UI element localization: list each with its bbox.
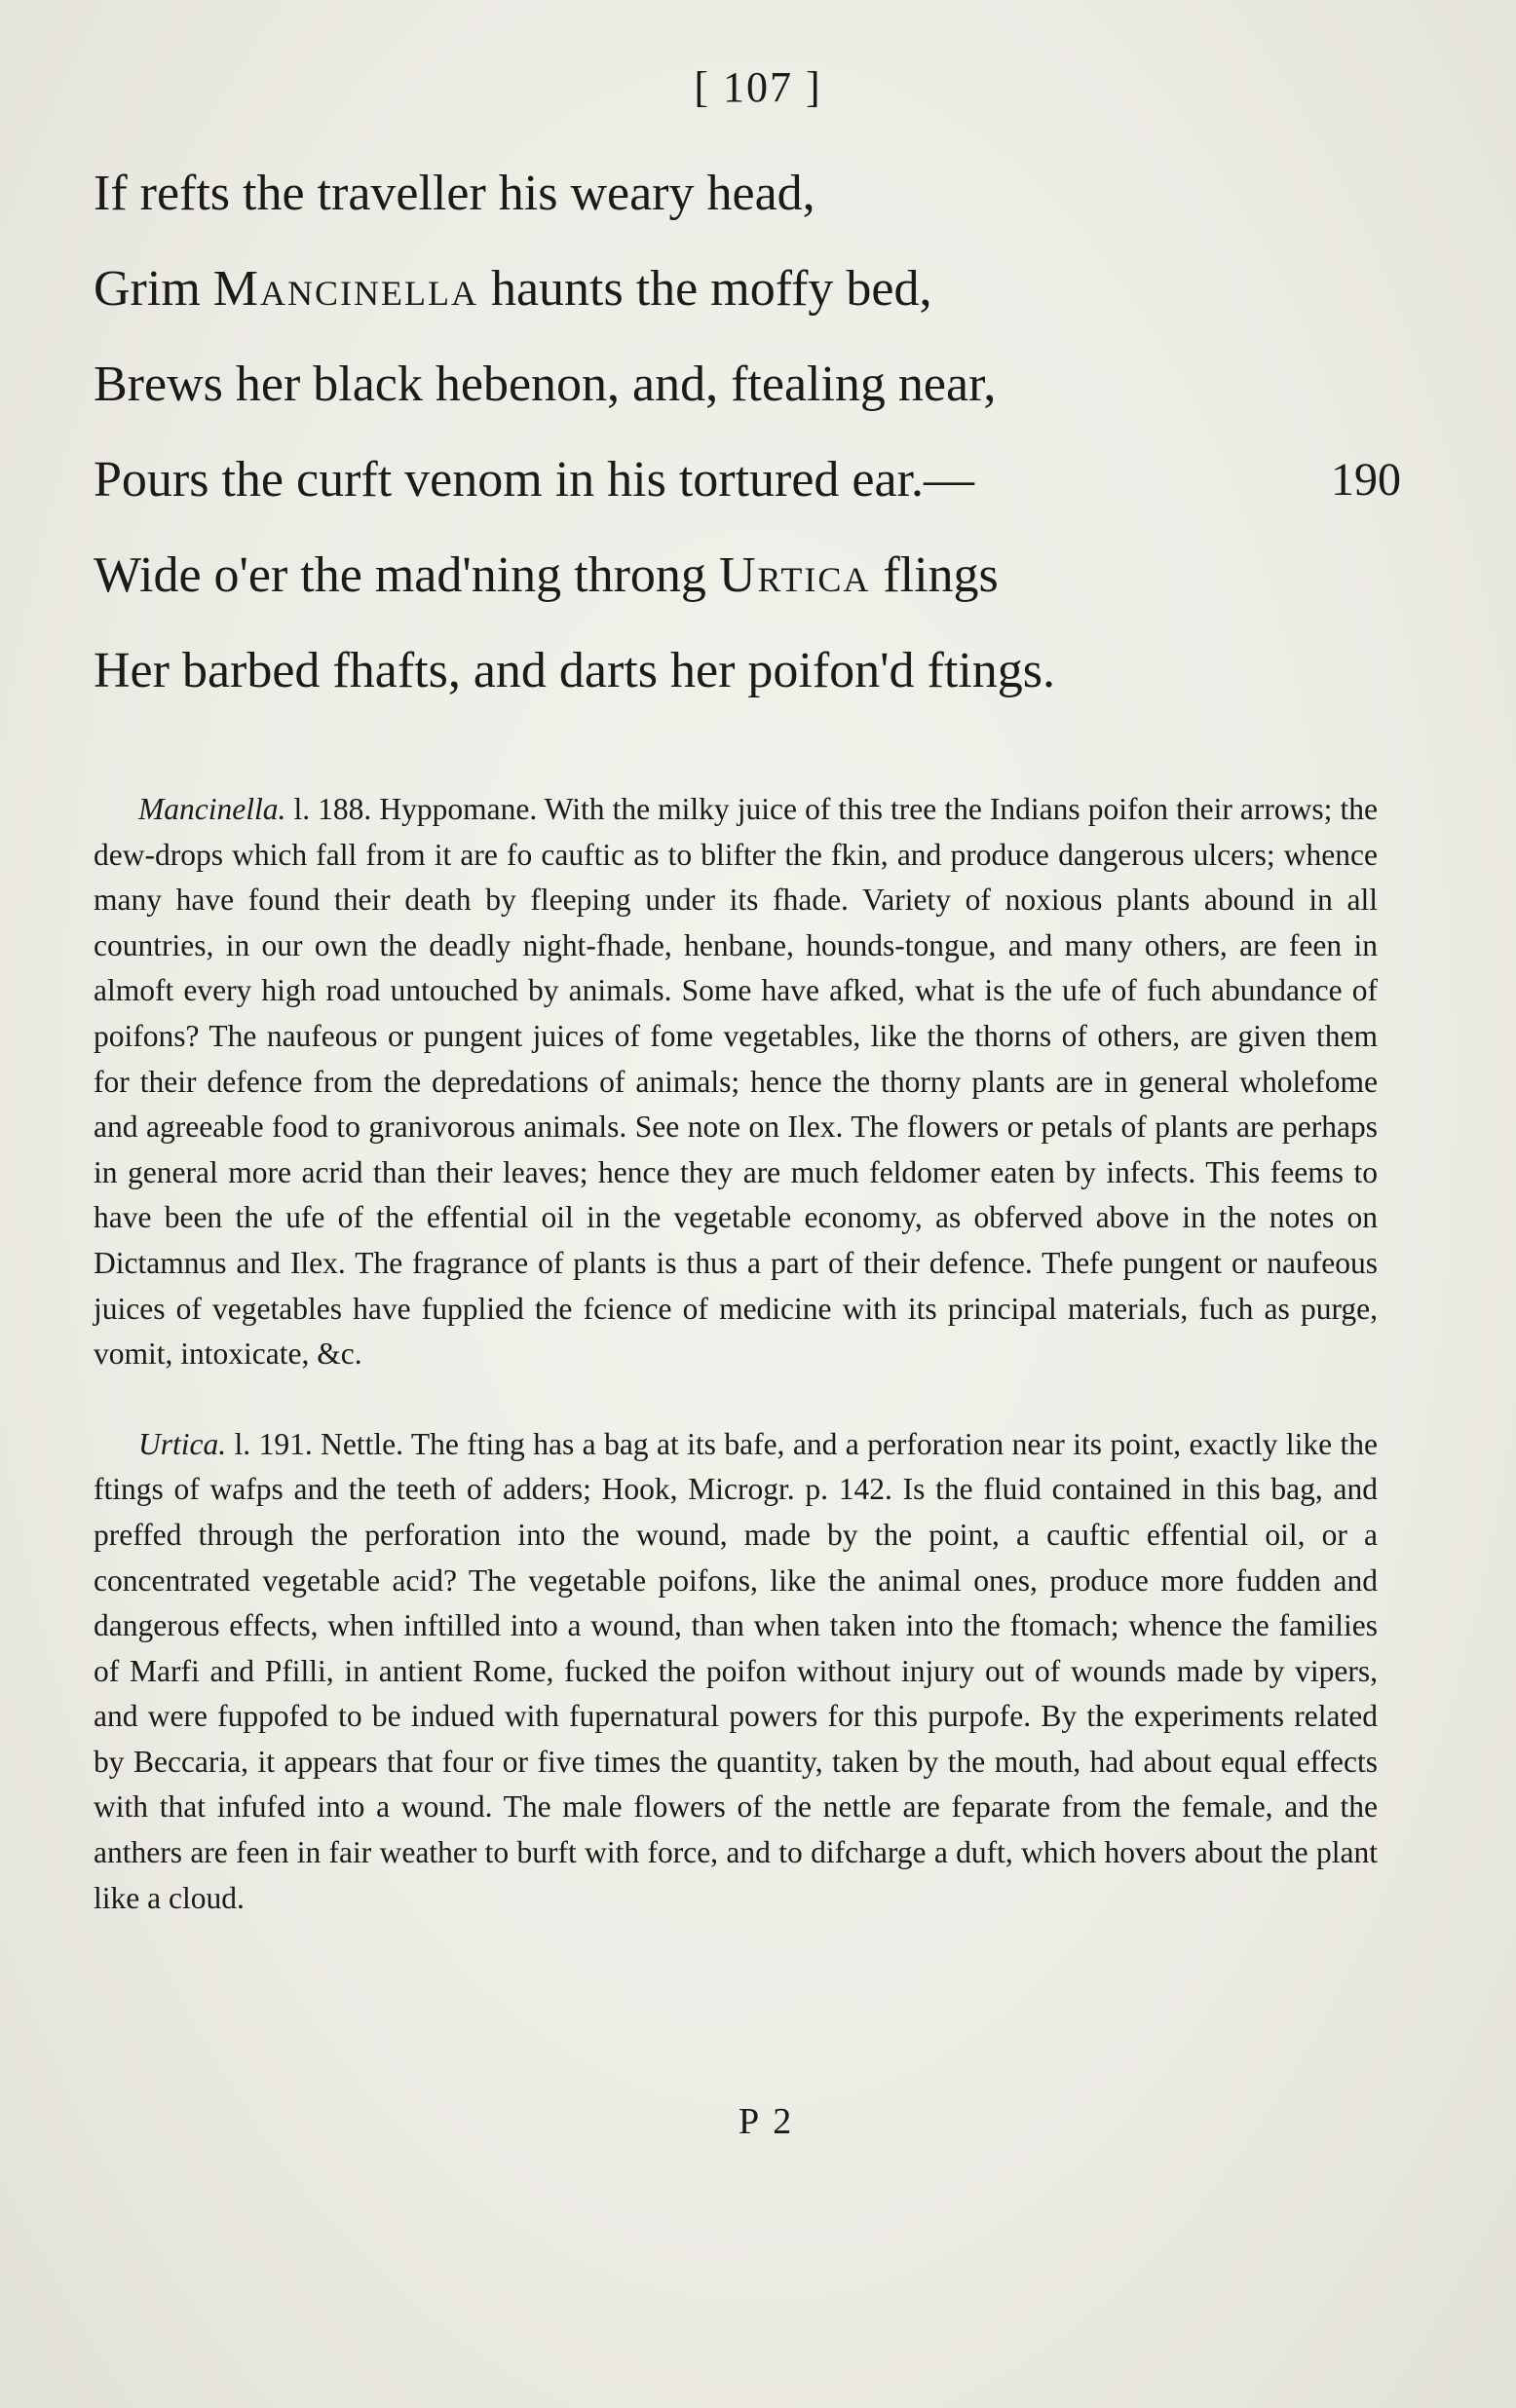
poem-line: Brews her black hebenon, and, ftealing near, (94, 357, 997, 412)
poem-line: If refts the traveller his weary head, (94, 166, 815, 221)
note-lemma: Mancinella. (138, 792, 286, 826)
poem-line: Wide o'er the mad'ning throng Urtica flings (94, 547, 999, 603)
line-number: 190 (1331, 454, 1401, 506)
plant-name: Mancinella (212, 261, 478, 317)
page-number: [ 107 ] (694, 63, 822, 111)
signature-mark: P 2 (739, 2101, 795, 2142)
poem-line: Pours the curft venom in his tortured ear.— 190 (94, 433, 1389, 528)
note-text: l. 191. Nettle. The fting has a bag at its bafe, and a perforation near its point, exactly like the ftings of wafps and the teeth of adders; Hook, Microgr. p. 142. Is the fluid contained in this bag, and preffed through the perforation into the wound, made by the point, a cauftic effential oil, or a concentrated vegetable acid? The vegetable poifons, like the animal ones, produce more fudden and dangerous effects, when inftilled into a wound, than when taken into the ftomach; whence the families of Marfi and Pfilli, in antient Rome, fucked the poifon without injury out of wounds made by vipers, and were fuppofed to be indued with fupernatural powers for this purpofe. By the experiments related by Beccaria, it appears that four or five times the quantity, taken by the mouth, had about equal effects with that infufed into a wound. The male flowers of the nettle are feparate from the female, and the anthers are feen in fair weather to burft with force, and to difcharge a duft, which hovers about the plant like a cloud. (94, 1426, 1378, 1915)
poem-stanza (94, 146, 1401, 719)
note-lemma: Urtica. (138, 1426, 227, 1461)
footnote-urtica (94, 1422, 1378, 1922)
footnote-mancinella (94, 787, 1378, 1377)
poem-line: Grim Mancinella haunts the moffy bed, (94, 261, 932, 317)
plant-name: Urtica (718, 547, 871, 603)
footnotes (94, 787, 1378, 1921)
poem-line: Her barbed fhafts, and darts her poifon'd ftings. (94, 643, 1055, 698)
note-text: l. 188. Hyppomane. With the milky juice of this tree the Indians poifon their arrows; the dew-drops which fall from it are fo cauftic as to blifter the fkin, and produce dangerous ulcers; whence many have found their death by fleeping under its fhade. Variety of noxious plants abound in all countries, in our own the deadly night-fhade, henbane, hounds-tongue, and many others, are feen in almoft every high road untouched by animals. Some have afked, what is the ufe of fuch abundance of poifons? The naufeous or pungent juices of fome vegetables, like the thorns of others, are given them for their defence from the depredations of animals; hence the thorny plants are in general wholefome and agreeable food to granivorous animals. See note on Ilex. The flowers or petals of plants are perhaps in general more acrid than their leaves; hence they are much feldomer eaten by infects. This feems to have been the ufe of the effential oil in the vegetable economy, as obferved above in the notes on Dictamnus and Ilex. The fragrance of plants is thus a part of their defence. Thefe pungent or naufeous juices of vegetables have fupplied the fcience of medicine with its principal materials, fuch as purge, vomit, intoxicate, &c. (94, 792, 1378, 1372)
